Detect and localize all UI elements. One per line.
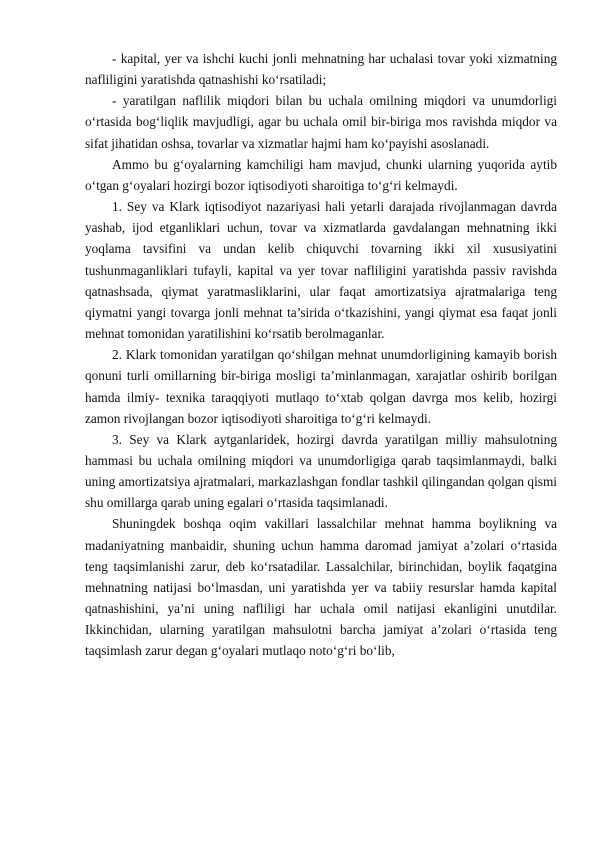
paragraph-7: Shuningdek boshqa oqim vakillari lassalchilar mehnat hamma boylikning va madaniyatning manbaidir, shuning uchun hamma daromad jamiyat a’zolari o‘rtasida teng taqsimlanishi zarur, deb ko‘rsatadilar. Lassalchilar, birinchidan, boylik faqatgina mehnatning natijasi bo‘lmasdan, uni yaratishda yer va tabiiy resurslar hamda kapital qatnashishini, ya’ni uning nafliligi har uchala omil natijasi ekanligini unutdilar. Ikkinchidan, ularning yaratilgan mahsulotni barcha jamiyat a’zolari o‘rtasida teng taqsimlash zarur degan g‘oyalari mutlaqo noto‘g‘ri bo‘lib, (85, 516, 557, 659)
paragraph-2: - yaratilgan naflilik miqdori bilan bu uchala omilning miqdori va unumdorligi o‘rtasida bog‘liqlik mavjudligi, agar bu uchala omil bir-biriga mos ravishda miqdor va sifat jihatidan oshsa, tovarlar va xizmatlar hajmi ham ko‘payishi asoslanadi. (85, 93, 557, 151)
paragraph-1: - kapital, yer va ishchi kuchi jonli mehnatning har uchalasi tovar yoki xizmatning nafliligini yaratishda qatnashishi ko‘rsatiladi; (85, 51, 557, 88)
paragraph-6: 3. Sey va Klark aytganlaridek, hozirgi davrda yaratilgan milliy mahsulotning hammasi bu uchala omilning miqdori va unumdorligiga qarab taqsimlanmaydi, balki uning amortizatsiya ajratmalari, markazlashgan fondlar tashkil qilingandan qolgan qismi shu omillarga qarab uning egalari o‘rtasida taqsimlanadi. (85, 431, 557, 511)
paragraph-5: 2. Klark tomonidan yaratilgan qo‘shilgan mehnat unumdorligining kamayib borish qonuni turli omillarning bir-biriga mosligi ta’minlanmagan, xarajatlar oshirib borilgan hamda ilmiy- texnika taraqqiyoti mutlaqo to‘xtab qolgan davrga mos kelib, hozirgi zamon rivojlangan bozor iqtisodiyoti sharoitiga to‘g‘ri kelmaydi. (85, 347, 557, 426)
paragraph-3: Ammo bu g‘oyalarning kamchiligi ham mavjud, chunki ularning yuqorida aytib o‘tgan g‘oyalari hozirgi bozor iqtisodiyoti sharoitiga to‘g‘ri kelmaydi. (85, 156, 557, 193)
document-page (85, 48, 557, 662)
paragraph-4: 1. Sey va Klark iqtisodiyot nazariyasi hali yetarli darajada rivojlanmagan davrda yashab, ijod etganliklari uchun, tovar va xizmatlarda gavdalangan mehnatning ikki yoqlama tavsifini va undan kelib chiquvchi tovarning ikki xil xususiyatini tushunmaganliklari tufayli, kapital va yer tovar nafliligini yaratishda passiv ravishda qatnashsada, qiymat yaratmasliklarini, ular faqat amortizatsiya ajratmalariga teng qiymatni yangi tovarga jonli mehnat ta’sirida o‘tkazishini, yangi qiymat esa faqat jonli mehnat tomonidan yaratilishini ko‘rsatib berolmaganlar. (85, 199, 557, 342)
